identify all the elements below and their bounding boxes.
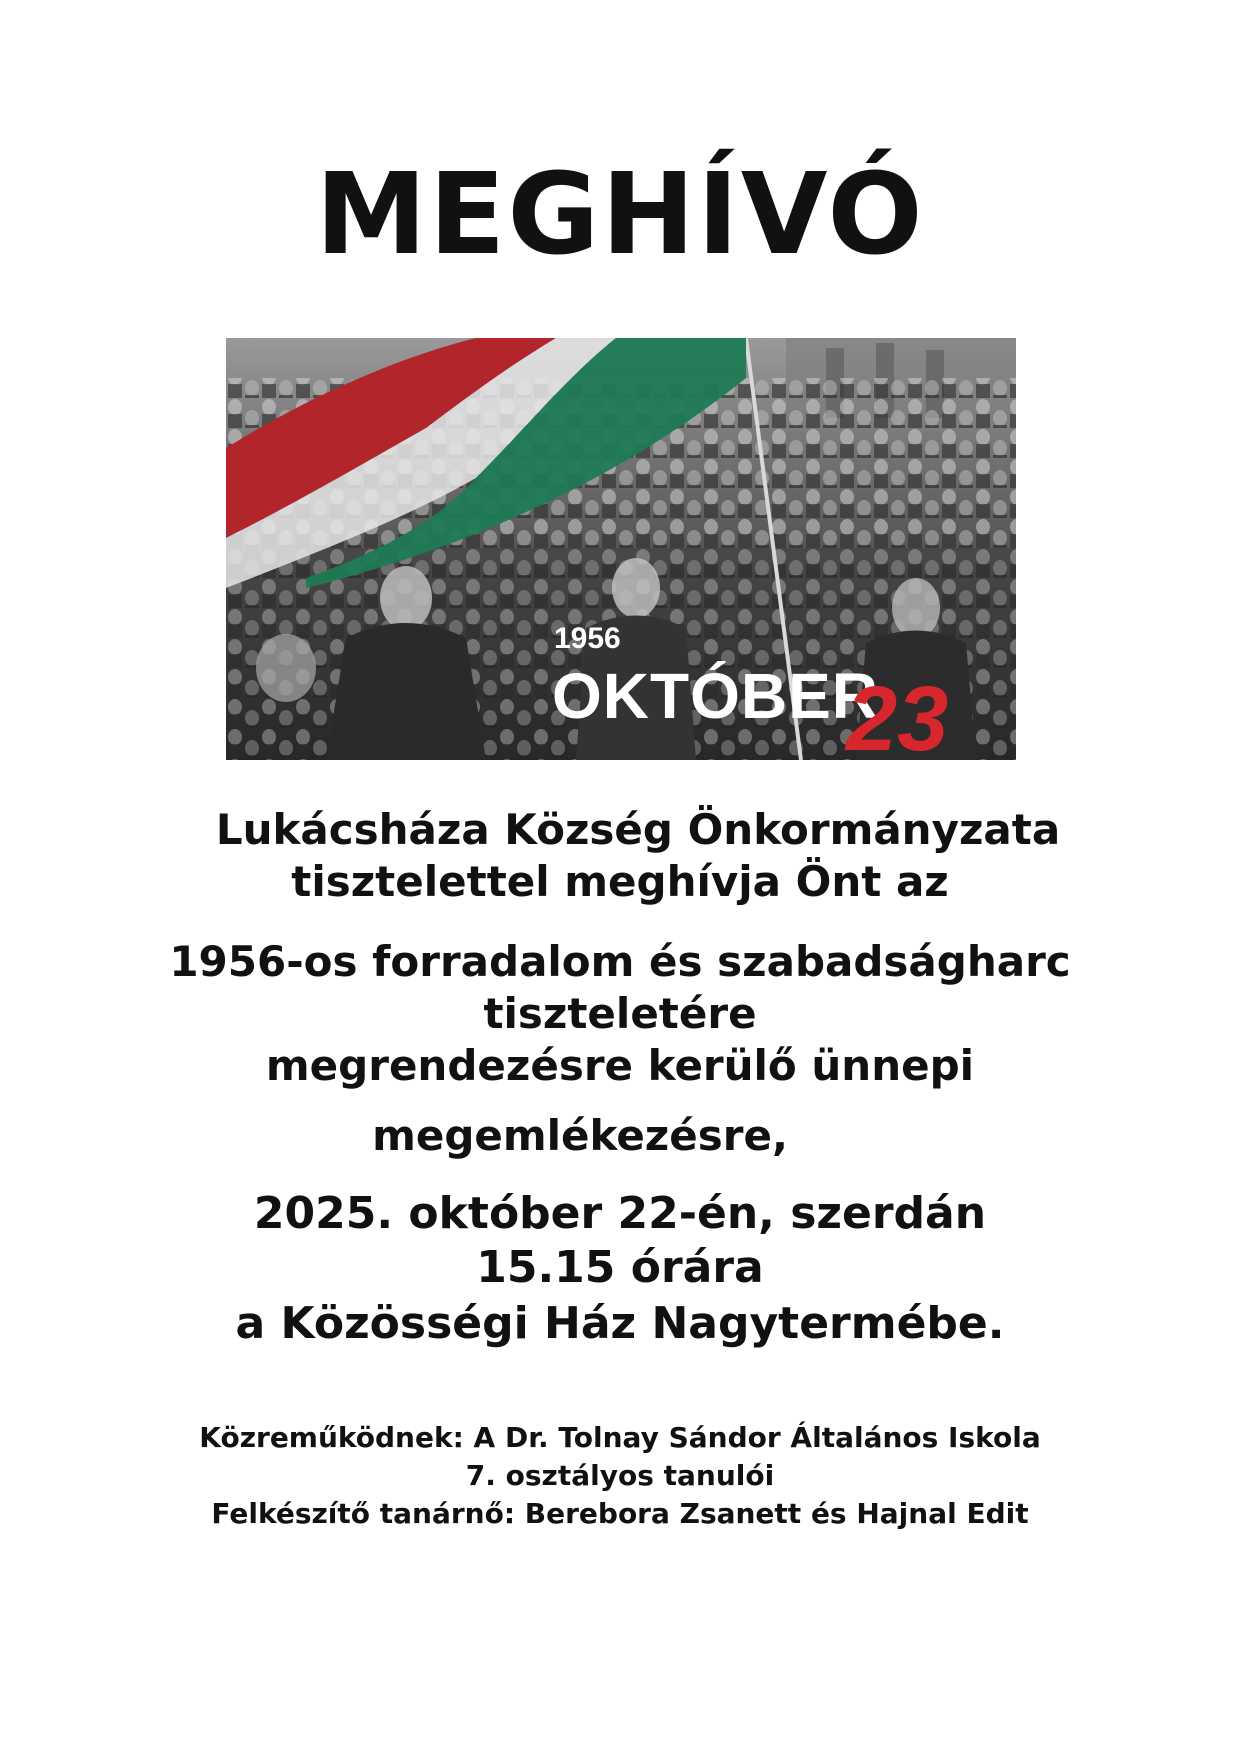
event-venue: a Közösségi Ház Nagytermébe. — [235, 1298, 1005, 1349]
event-date: 2025. október 22-én, szerdán — [253, 1188, 987, 1239]
banner-year: 1956 — [554, 622, 621, 655]
occasion-line-2: tiszteletére — [483, 989, 757, 1038]
banner-illustration — [226, 338, 1016, 760]
credits-line-1: Közreműködnek: A Dr. Tolnay Sándor Általános Iskola — [199, 1421, 1041, 1454]
intro-line-2: tisztelettel meghívja Önt az — [291, 857, 949, 906]
occasion-line-4: megemlékezésre, — [372, 1111, 788, 1160]
intro-line-1: Lukácsháza Község Önkormányzata — [215, 805, 1061, 854]
credits-line-3: Felkészítő tanárnő: Berebora Zsanett és Hajnal Edit — [211, 1497, 1029, 1530]
occasion-line-1: 1956-os forradalom és szabadságharc — [169, 937, 1071, 986]
page-title: MEGHÍVÓ — [315, 150, 925, 280]
banner-photo — [226, 338, 1016, 760]
credits-line-2: 7. osztályos tanulói — [465, 1459, 775, 1492]
occasion-line-3: megrendezésre kerülő ünnepi — [265, 1041, 975, 1090]
banner-day: 23 — [846, 668, 949, 760]
event-time: 15.15 órára — [476, 1242, 764, 1293]
banner-month: OKTÓBER — [552, 660, 879, 732]
